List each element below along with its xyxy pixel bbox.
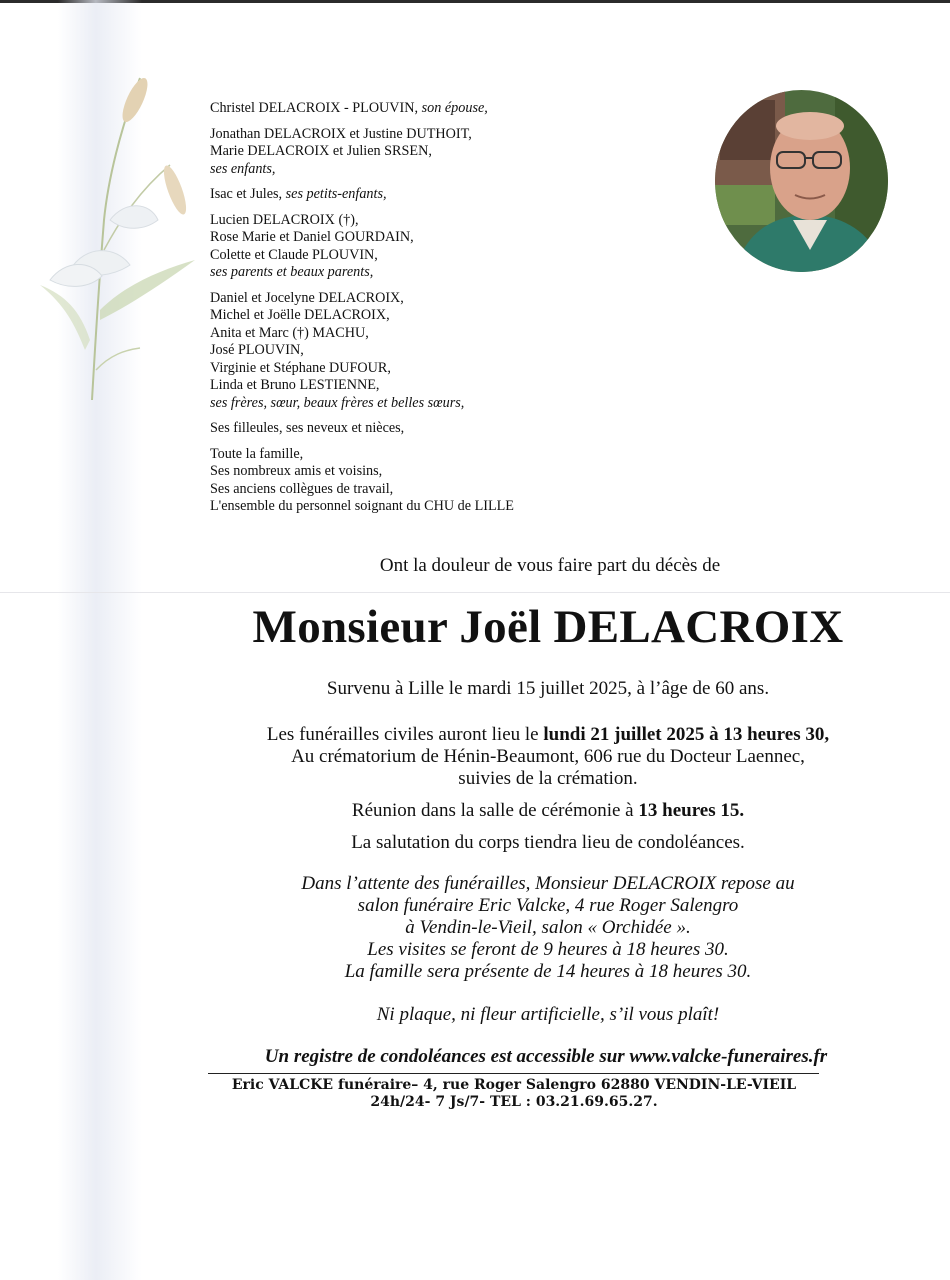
family-others bbox=[210, 446, 680, 516]
godchildren-line: Ses filleules, ses neveux et nièces, bbox=[210, 420, 405, 436]
children-line: Marie DELACROIX et Julien SRSEN, bbox=[210, 143, 432, 159]
family-siblings bbox=[210, 290, 680, 413]
footer-divider bbox=[208, 1073, 819, 1074]
announcement-text: Ont la douleur de vous faire part du décès de bbox=[379, 555, 721, 576]
gathering-prefix: Réunion dans la salle de cérémonie à bbox=[351, 800, 639, 821]
others-line: Ses anciens collègues de travail, bbox=[210, 480, 394, 497]
siblings-line: Michel et Joëlle DELACROIX, bbox=[210, 307, 390, 323]
gathering-notice bbox=[0, 800, 950, 822]
family-spouse bbox=[210, 100, 680, 118]
parents-line: Rose Marie et Daniel GOURDAIN, bbox=[210, 229, 414, 245]
family-parents bbox=[210, 212, 680, 282]
footer-address: Eric VALCKE funéraire– 4, rue Roger Salengro 62880 VENDIN-LE-VIEIL bbox=[231, 1077, 797, 1093]
siblings-line: José PLOUVIN, bbox=[210, 342, 304, 358]
condolence-register-notice: Un registre de condoléances est accessible sur www.valcke-funeraires.fr bbox=[264, 1046, 828, 1067]
rest-line: Les visites se feront de 9 heures à 18 heures 30. bbox=[367, 939, 729, 960]
deceased-name-heading: Monsieur Joël DELACROIX bbox=[252, 601, 844, 653]
rest-line: Dans l’attente des funérailles, Monsieur DELACROIX repose au bbox=[301, 873, 795, 894]
others-line: L'ensemble du personnel soignant du CHU de LILLE bbox=[210, 498, 514, 514]
footer-phone: 24h/24- 7 Js/7- TEL : 03.21.69.65.27. bbox=[370, 1094, 658, 1110]
no-flowers-notice: Ni plaque, ni fleur artificielle, s’il vous plaît! bbox=[376, 1004, 720, 1025]
grandchildren-name: Isac et Jules, bbox=[210, 186, 283, 202]
funeral-place: Au crématorium de Hénin-Beaumont, 606 rue du Docteur Laennec, bbox=[291, 746, 805, 767]
spouse-relation: son épouse, bbox=[421, 100, 488, 116]
rest-line: à Vendin-le-Vieil, salon « Orchidée ». bbox=[405, 917, 691, 938]
grandchildren-relation: ses petits-enfants, bbox=[285, 186, 387, 202]
rest-line: salon funéraire Eric Valcke, 4 rue Roger Salengro bbox=[357, 895, 739, 916]
children-relation: ses enfants, bbox=[210, 160, 276, 177]
death-notice: Survenu à Lille le mardi 15 juillet 2025, à l’âge de 60 ans. bbox=[326, 678, 770, 699]
funeral-followed: suivies de la crémation. bbox=[458, 768, 638, 789]
calla-lily-illustration bbox=[30, 70, 200, 400]
rest-details bbox=[0, 873, 950, 983]
top-border-line bbox=[0, 0, 950, 3]
siblings-line: Virginie et Stéphane DUFOUR, bbox=[210, 359, 391, 376]
page-fold-line bbox=[0, 592, 950, 593]
parents-line: Colette et Claude PLOUVIN, bbox=[210, 246, 378, 263]
rest-line: La famille sera présente de 14 heures à 18 heures 30. bbox=[344, 961, 752, 982]
family-godchildren bbox=[210, 420, 680, 438]
children-line: Jonathan DELACROIX et Justine DUTHOIT, bbox=[210, 125, 472, 142]
deceased-portrait-photo bbox=[715, 90, 888, 272]
parents-line: Lucien DELACROIX (†), bbox=[210, 211, 359, 228]
salutation-notice: La salutation du corps tiendra lieu de condoléances. bbox=[351, 832, 745, 853]
siblings-relation: ses frères, sœur, beaux frères et belles sœurs, bbox=[210, 394, 465, 411]
gathering-time: 13 heures 15. bbox=[638, 800, 745, 821]
spouse-name: Christel DELACROIX - PLOUVIN, bbox=[210, 100, 419, 116]
family-grandchildren bbox=[210, 186, 680, 204]
funeral-datetime: lundi 21 juillet 2025 à 13 heures 30, bbox=[543, 724, 830, 745]
siblings-line: Anita et Marc (†) MACHU, bbox=[210, 324, 369, 341]
others-line: Ses nombreux amis et voisins, bbox=[210, 463, 383, 479]
parents-relation: ses parents et beaux parents, bbox=[210, 264, 374, 280]
family-children bbox=[210, 126, 680, 179]
others-line: Toute la famille, bbox=[210, 445, 304, 462]
family-list bbox=[210, 100, 680, 524]
siblings-line: Daniel et Jocelyne DELACROIX, bbox=[210, 289, 404, 306]
siblings-line: Linda et Bruno LESTIENNE, bbox=[210, 377, 380, 393]
funeral-home-footer bbox=[0, 1077, 950, 1111]
funeral-details bbox=[0, 724, 950, 790]
funeral-prefix: Les funérailles civiles auront lieu le bbox=[266, 724, 544, 745]
